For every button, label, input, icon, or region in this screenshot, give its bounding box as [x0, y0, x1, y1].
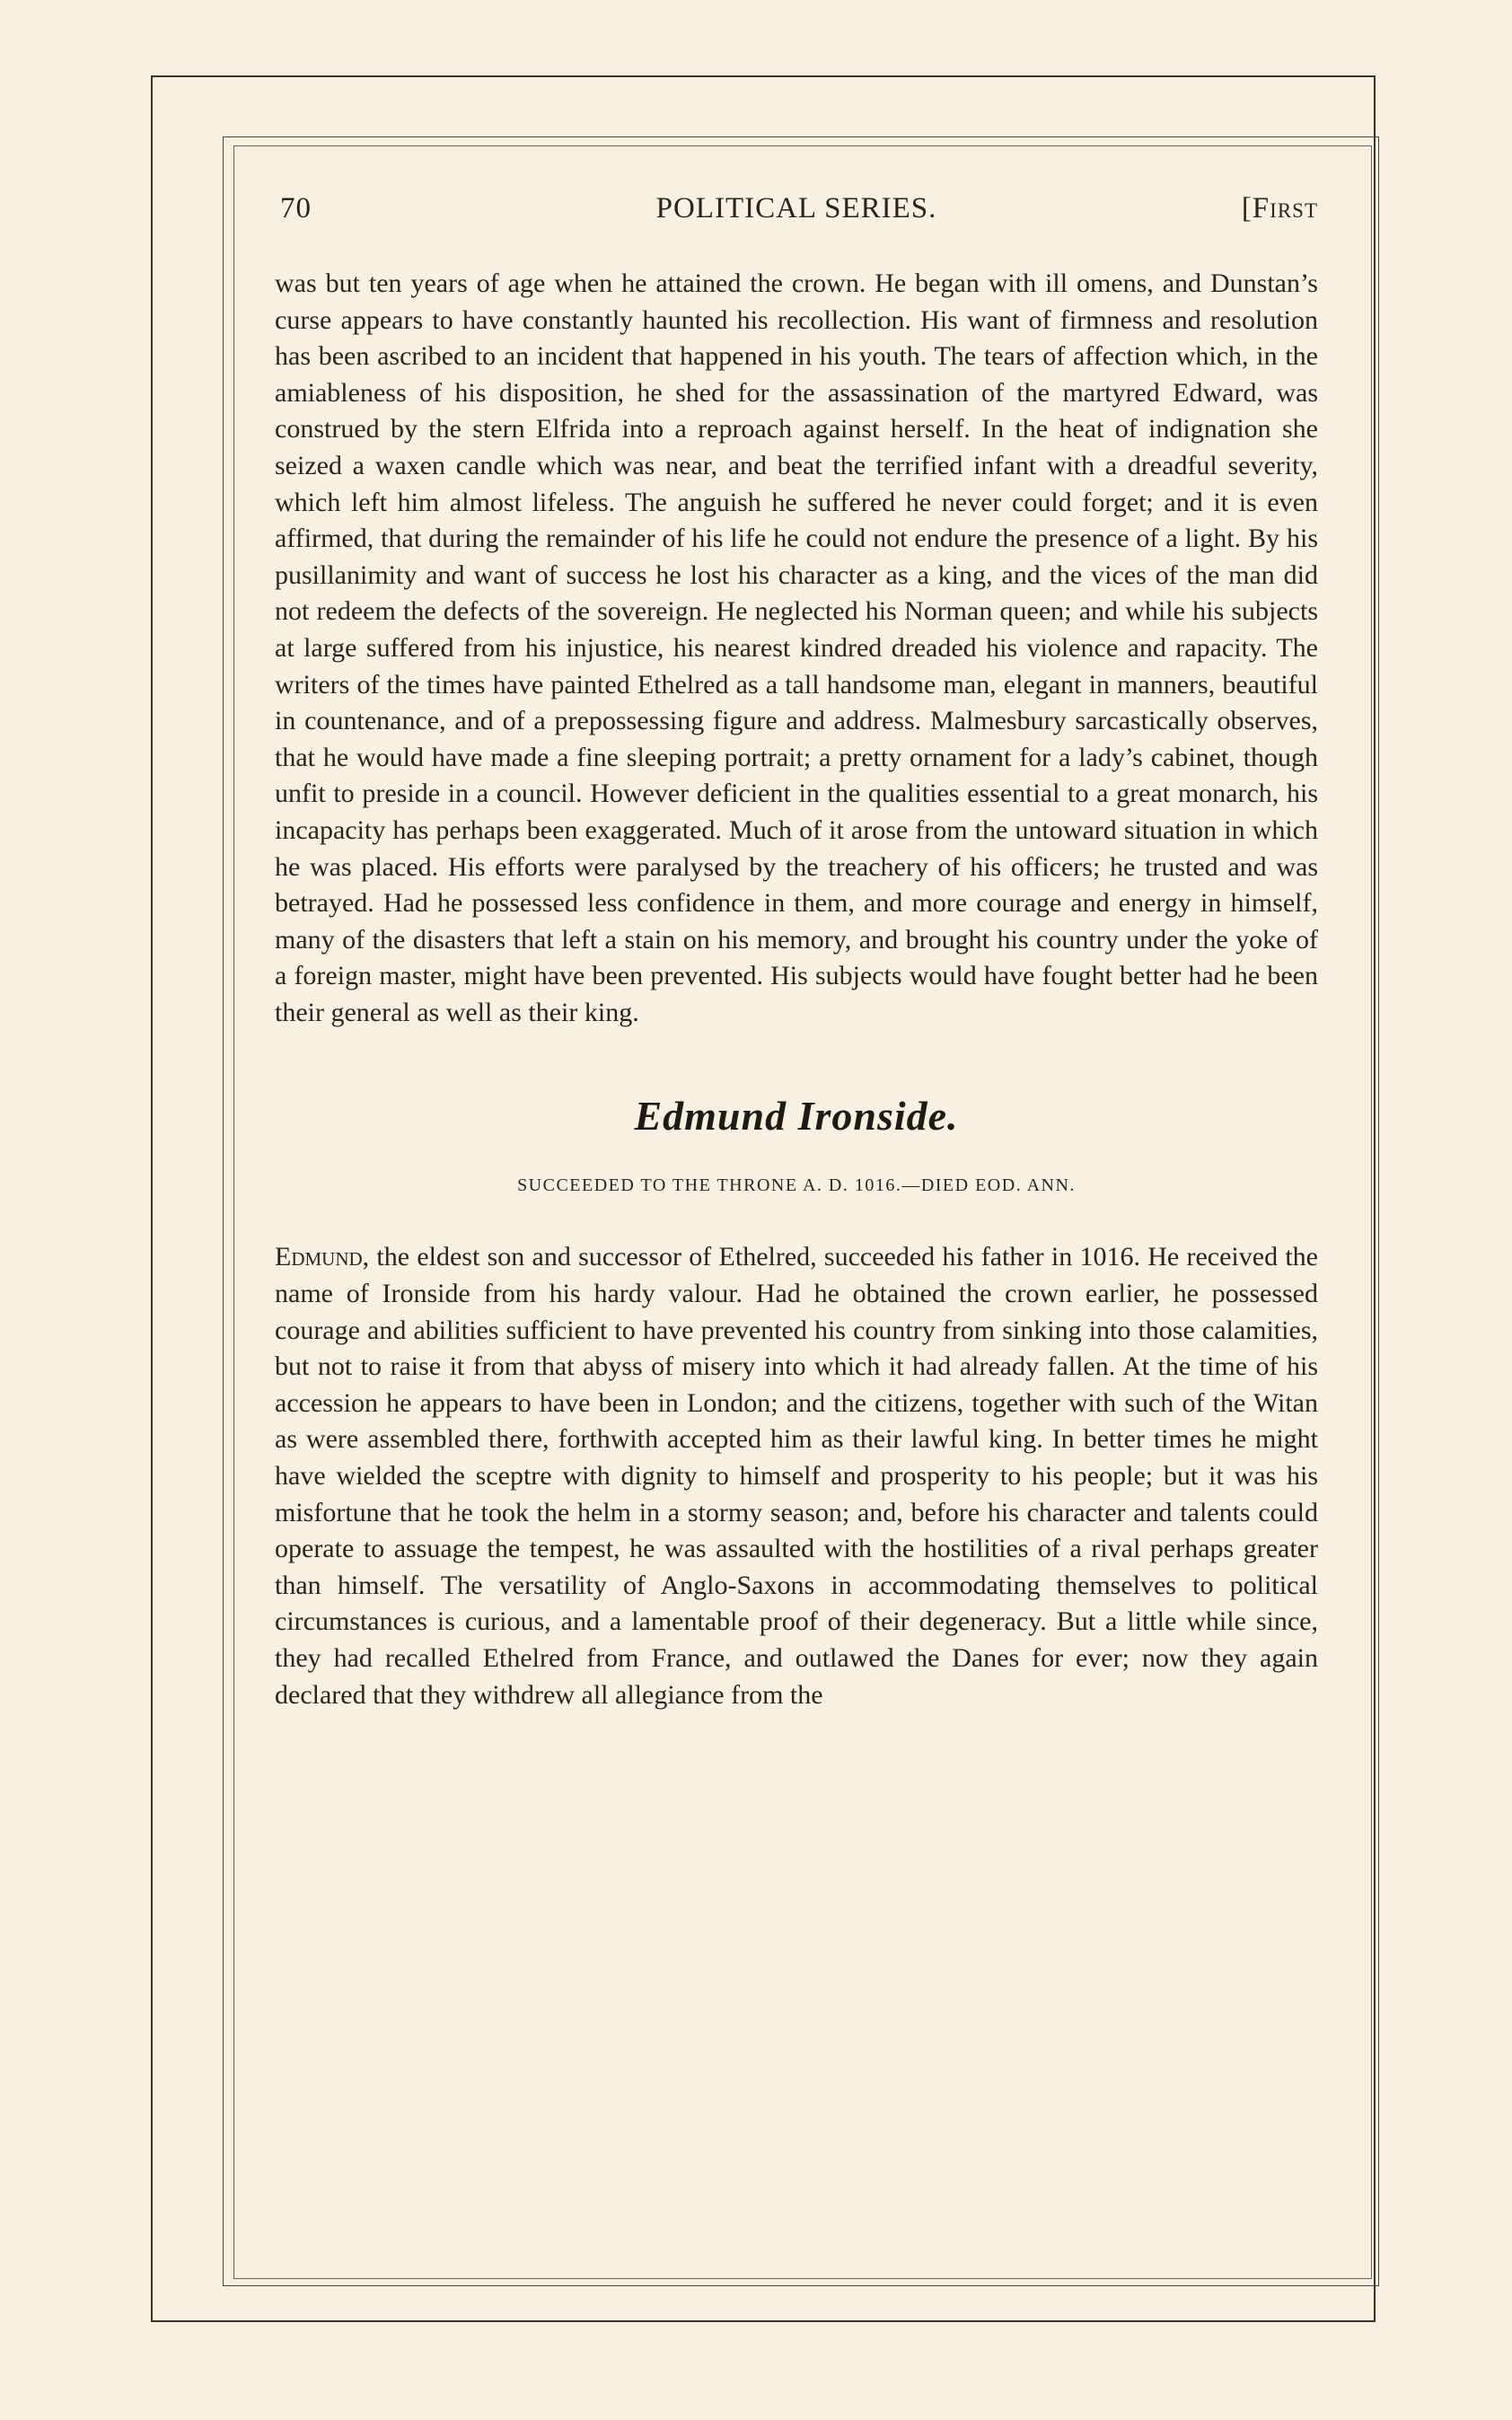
paragraph-ethelred: was but ten years of age when he attained the crown. He began with ill omens, and Dunstan’s curse appears to have constantly haunted his recollection. His want of firmness and resolution has been ascribed to an incident that happened in his youth. The tears of affection which, in the amiableness of his disposition, he shed for the assassination of the martyred Edward, was construed by the stern Elfrida into a reproach against herself. In the heat of indignation she seized a waxen candle which was near, and beat the terrified infant with a dreadful severity, which left him almost lifeless. The anguish he suffered he never could forget; and it is even affirmed, that during the remainder of his life he could not endure the presence of a light. By his pusillanimity and want of success he lost his character as a king, and the vices of the man did not redeem the defects of the sovereign. He neglected his Norman queen; and while his subjects at large suffered from his injustice, his nearest kindred dreaded his violence and rapacity. The writers of the times have painted Ethelred as a tall handsome man, elegant in manners, beautiful in countenance, and of a prepossessing figure and address. Malmesbury sarcastically observes, that he would have made a fine sleeping portrait; a pretty ornament for a lady’s cabinet, though unfit to preside in a council. However deficient in the qualities essential to a great monarch, his incapacity has perhaps been exaggerated. Much of it arose from the untoward situation in which he was placed. His efforts were paralysed by the treachery of his officers; he trusted and was betrayed. Had he possessed less confidence in them, and more courage and energy in himself, many of the disasters that left a stain on his memory, and brought his country under the yoke of a foreign master, might have been prevented. His subjects would have fought better had he been their general as well as their king. [275, 268, 1318, 1027]
paragraph-edmund [275, 1239, 1318, 1713]
paragraph-lead-word: Edmund, [275, 1242, 370, 1272]
running-head [275, 189, 1318, 239]
running-head-right: [First [1241, 192, 1318, 224]
page-number: 70 [280, 192, 312, 224]
running-title: POLITICAL SERIES. [655, 192, 937, 224]
paragraph-edmund-text: the eldest son and successor of Ethelred, succeeded his father in 1016. He received the name of Ironside from his hardy valour. Had he obtained the crown earlier, he possessed courage and abilities sufficient to have prevented his country from sinking into those calamities, but not to raise it from that abyss of misery into which it had already fallen. At the time of his accession he appears to have been in London; and the citizens, together with such of the Witan as were assembled there, forthwith accepted him as their lawful king. In better times he might have wielded the sceptre with dignity to himself and prosperity to his people; but it was his misfortune that he took the helm in a stormy season; and, before his character and talents could operate to assuage the tempest, he was assaulted with the hostilities of a rival perhaps greater than himself. The versatility of Anglo-Saxons in accommodating themselves to political circumstances is curious, and a lamentable proof of their degeneracy. But a little while since, they had recalled Ethelred from France, and outlawed the Danes for ever; now they again declared that they withdrew all allegiance from the [275, 1242, 1318, 1710]
section-subheading: SUCCEEDED TO THE THRONE A. D. 1016.—DIED EOD. ANN. [517, 1175, 1076, 1196]
page-content [275, 189, 1318, 1713]
section-heading: Edmund Ironside. [634, 1093, 959, 1140]
